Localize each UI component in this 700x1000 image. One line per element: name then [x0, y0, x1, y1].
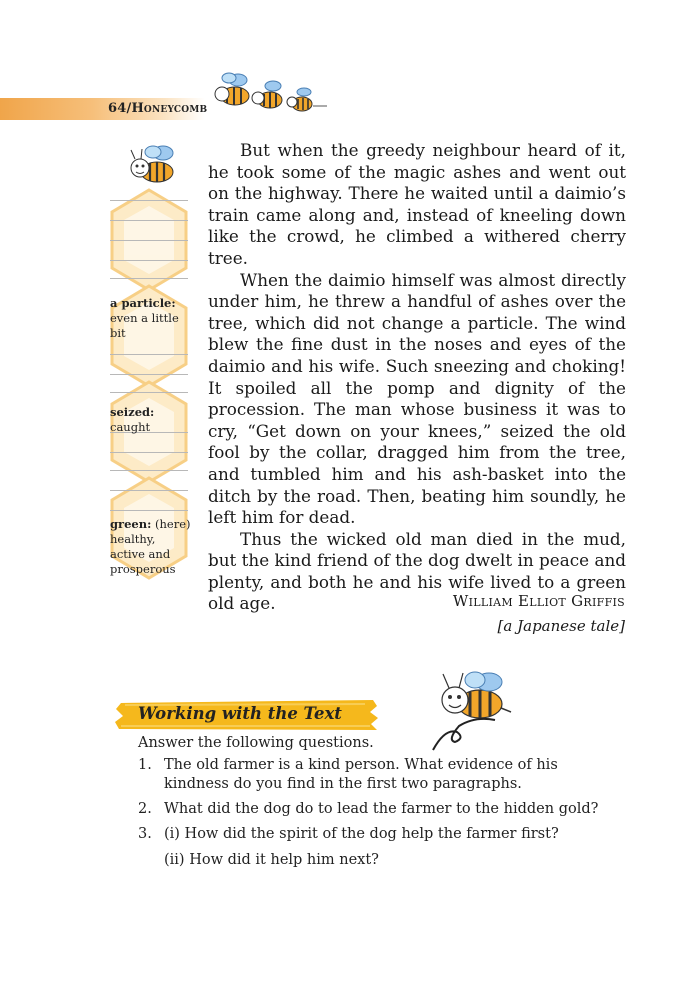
question-text: What did the dog do to lead the farmer to the hidden gold?	[164, 801, 599, 817]
question-list	[138, 756, 608, 876]
question-number: 2.	[138, 801, 152, 817]
question-text: The old farmer is a kind person. What evidence of his kindness do you find in the first two paragraphs.	[164, 757, 558, 792]
bee-icon	[425, 668, 520, 753]
question-item	[138, 825, 608, 870]
glossary-definition: even a little bit	[110, 311, 179, 340]
bee-icon	[125, 142, 185, 188]
glossary-entry-particle	[110, 296, 192, 341]
glossary-entry-green	[110, 517, 192, 577]
glossary-term: a particle:	[110, 296, 176, 310]
question-number: 1.	[138, 757, 152, 773]
story-paragraph: But when the greedy neighbour heard of it, he took some of the magic ashes and went out on the highway. There he waited until a daimio’s train came along and, instead of kneeling down like the crowd, he climbed a withered cherry tree.	[208, 140, 626, 268]
story-paragraph: Thus the wicked old man died in the mud, but the kind friend of the dog dwelt in peace and plenty, and both he and his wife lived to a green old age.	[208, 528, 626, 614]
question-item	[138, 756, 608, 794]
story-text	[208, 140, 626, 615]
section-title: Working with the Text	[138, 704, 342, 723]
glossary-term: seized:	[110, 405, 155, 419]
question-text: (ii) How did it help him next?	[164, 852, 379, 868]
page-label: 64/Honeycomb	[108, 101, 208, 116]
glossary-term: green:	[110, 517, 152, 531]
question-number: 3.	[138, 826, 152, 842]
story-paragraph: When the daimio himself was almost directly under him, he threw a handful of ashes over the tree, which did not change a particle. The wind blew the fine dust in the noses and eyes of the daimio and his wife. Such sneezing and choking! It spoiled all the pomp and dignity of the procession. The man whose business it was to cry, “Get down on your knees,” seized the old fool by the collar, dragged him from the tree, and tumbled him and his ash-basket into the ditch by the road. Then, beating him soundly, he left him for dead.	[208, 269, 626, 528]
bees-icon	[205, 66, 330, 116]
instructions: Answer the following questions.	[138, 735, 374, 751]
glossary-entry-seized	[110, 405, 192, 435]
question-item	[138, 800, 608, 819]
author-name: William Elliot Griffis	[452, 592, 625, 610]
question-text: (i) How did the spirit of the dog help the farmer first?	[164, 826, 559, 842]
story-source: [a Japanese tale]	[497, 617, 625, 635]
glossary-definition: caught	[110, 420, 151, 434]
glossary-definition: (here) healthy, active and prosperous	[110, 517, 191, 576]
